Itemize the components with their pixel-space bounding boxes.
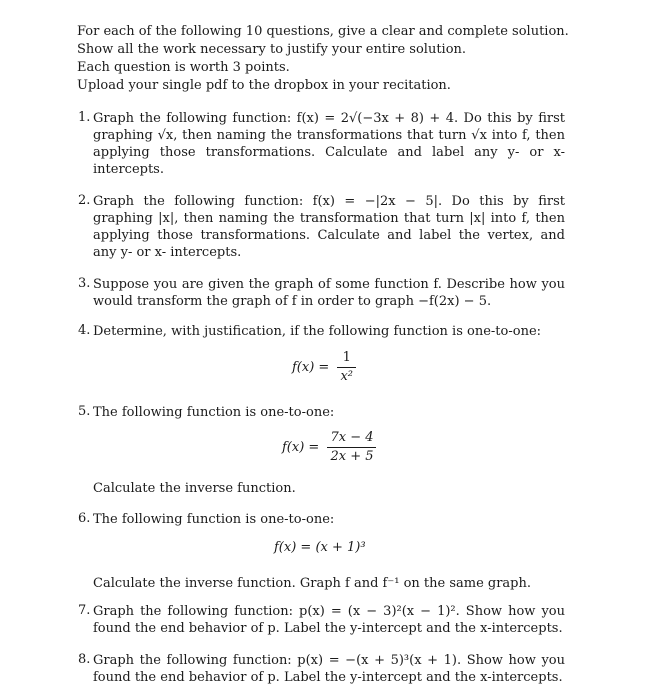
question-5-text: The following function is one-to-one: — [93, 405, 335, 420]
intro-line-3: Each question is worth 3 points. — [77, 60, 290, 75]
question-number: 3. — [78, 276, 91, 291]
question-1-text: Graph the following function: f(x) = 2√(−3x + 8) + 4. Do this by first graphing √x, then naming the transformations that turn √x into f, then applying those transformations. Calculate and label any y- or x- intercepts. — [93, 111, 565, 177]
question-number: 8. — [78, 652, 91, 667]
question-3-text: Suppose you are given the graph of some function f. Describe how you would transform the graph of f in order to graph −f(2x) − 5. — [93, 277, 565, 309]
question-number: 5. — [78, 404, 91, 419]
question-8-text: Graph the following function: p(x) = −(x + 5)³(x + 1). Show how you found the end behavior of p. Label the y-intercept and the x-intercepts. — [93, 653, 565, 685]
question-7-text: Graph the following function: p(x) = (x − 3)²(x − 1)². Show how you found the end behavior of p. Label the y-intercept and the x-intercepts. — [93, 604, 565, 636]
question-4-equation — [292, 350, 356, 385]
question-number: 6. — [78, 511, 91, 526]
question-6-equation: f(x) = (x + 1)³ — [274, 540, 366, 555]
intro-line-2: Show all the work necessary to justify your entire solution. — [77, 42, 467, 57]
equation-lhs: f(x) = — [282, 440, 320, 455]
fraction-denominator: 2x + 5 — [330, 449, 374, 464]
fraction-numerator: 1 — [337, 350, 356, 368]
fraction — [327, 430, 376, 465]
question-number: 4. — [78, 323, 91, 338]
question-5-followup: Calculate the inverse function. — [93, 481, 296, 496]
question-4-text: Determine, with justification, if the following function is one-to-one: — [93, 324, 542, 339]
question-number: 2. — [78, 193, 91, 208]
equation-lhs: f(x) = — [292, 360, 330, 375]
fraction-numerator: 7x − 4 — [327, 430, 376, 448]
intro-line-4: Upload your single pdf to the dropbox in your recitation. — [77, 78, 451, 93]
fraction — [337, 350, 356, 385]
question-2-text: Graph the following function: f(x) = −|2x − 5|. Do this by first graphing |x|, then naming the transformation that turn |x| into f, then applying those transformations. Calculate and label the vertex, and any y- or x- intercepts. — [93, 194, 565, 260]
question-6-text: The following function is one-to-one: — [93, 512, 335, 527]
question-number: 7. — [78, 603, 91, 618]
fraction-denominator: x² — [340, 369, 353, 384]
intro-line-1: For each of the following 10 questions, give a clear and complete solution. — [77, 24, 569, 39]
question-6-followup: Calculate the inverse function. Graph f and f⁻¹ on the same graph. — [93, 576, 532, 591]
question-5-equation — [282, 430, 376, 465]
question-number: 1. — [78, 110, 91, 125]
